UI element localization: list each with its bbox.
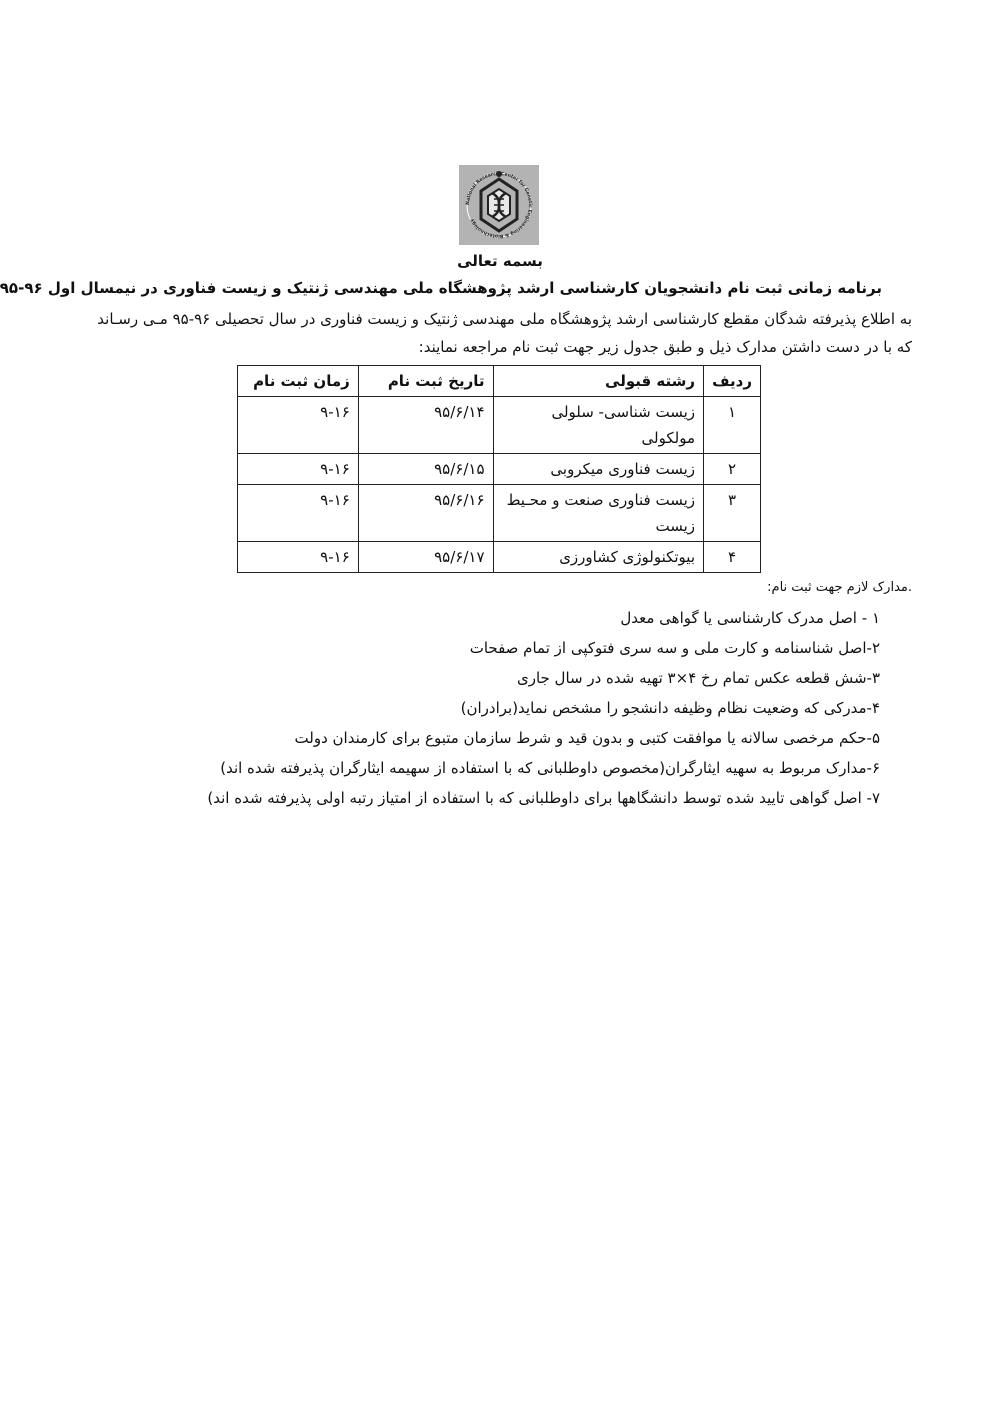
list-item: ۶-مدارک مربوط به سهیه ایثارگران(مخصوص داوطلبانی که با استفاده از سهیمه ایثارگران پذیرفته شده اند): [220, 759, 880, 777]
header-time: زمان ثبت نام: [238, 366, 359, 397]
header-field: رشته قبولی: [493, 366, 704, 397]
table-row: [238, 397, 761, 454]
cell-index: ۴: [704, 542, 761, 573]
institute-logo: [459, 165, 539, 245]
cell-date: ۹۵/۶/۱۶: [358, 485, 493, 542]
list-item: ۴-مدرکی که وضعیت نظام وظیفه دانشجو را مشخص نماید(برادران): [460, 699, 880, 717]
cell-date: ۹۵/۶/۱۵: [358, 454, 493, 485]
cell-date: ۹۵/۶/۱۷: [358, 542, 493, 573]
cell-index: ۳: [704, 485, 761, 542]
intro-line-1: به اطلاع پذیرفته شدگان مقطع کارشناسی ارشد پژوهشگاه ملی مهندسی ژنتیک و زیست فناوری در سال تحصیلی ۹۶-۹۵ مـی رسـاند: [97, 310, 912, 328]
header-date: تاریخ ثبت نام: [358, 366, 493, 397]
cell-time: ۹-۱۶: [238, 397, 359, 454]
cell-field: زیست فناوری میکروبی: [493, 454, 704, 485]
table-row: [238, 542, 761, 573]
list-item: ۱ - اصل مدرک کارشناسی یا گواهی معدل: [620, 609, 880, 627]
cell-time: ۹-۱۶: [238, 454, 359, 485]
list-item: ۷- اصل گواهی تایید شده توسط دانشگاهها برای داوطلبانی که با استفاده از امتیاز رتبه اولی پذیرفته شده اند): [207, 789, 880, 807]
registration-schedule-table: [237, 365, 761, 573]
cell-index: ۲: [704, 454, 761, 485]
cell-date: ۹۵/۶/۱۴: [358, 397, 493, 454]
table-row: [238, 485, 761, 542]
logo-circular-text: National Research Center for Genetic Engineering & Biotechnology: [465, 171, 533, 239]
table-header-row: [238, 366, 761, 397]
header-index: ردیف: [704, 366, 761, 397]
cell-time: ۹-۱۶: [238, 485, 359, 542]
cell-time: ۹-۱۶: [238, 542, 359, 573]
cell-field: زیست شناسی- سلولی مولکولی: [493, 397, 704, 454]
cell-field: زیست فناوری صنعت و محـیط زیست: [493, 485, 704, 542]
bismillah-heading: بسمه تعالی: [457, 252, 543, 270]
intro-line-2: که با در دست داشتن مدارک ذیل و طبق جدول زیر جهت ثبت نام مراجعه نمایند:: [418, 338, 912, 356]
page-title: برنامه زمانی ثبت نام دانشجویان کارشناسی ارشد پژوهشگاه ملی مهندسی ژنتیک و زیست فناوری در نیمسال اول ۹۶-۹۵: [0, 279, 882, 297]
list-item: ۳-شش قطعه عکس تمام رخ ۴×۳ تهیه شده در سال جاری: [516, 669, 880, 687]
documents-heading: .مدارک لازم جهت ثبت نام:: [767, 580, 912, 595]
table-row: [238, 454, 761, 485]
required-documents-list: [207, 603, 880, 813]
cell-index: ۱: [704, 397, 761, 454]
cell-field: بیوتکنولوژی کشاورزی: [493, 542, 704, 573]
list-item: ۲-اصل شناسنامه و کارت ملی و سه سری فتوکپی از تمام صفحات: [469, 639, 880, 657]
list-item: ۵-حکم مرخصی سالانه یا موافقت کتبی و بدون قید و شرط سازمان متبوع برای کارمندان دولت: [294, 729, 880, 747]
